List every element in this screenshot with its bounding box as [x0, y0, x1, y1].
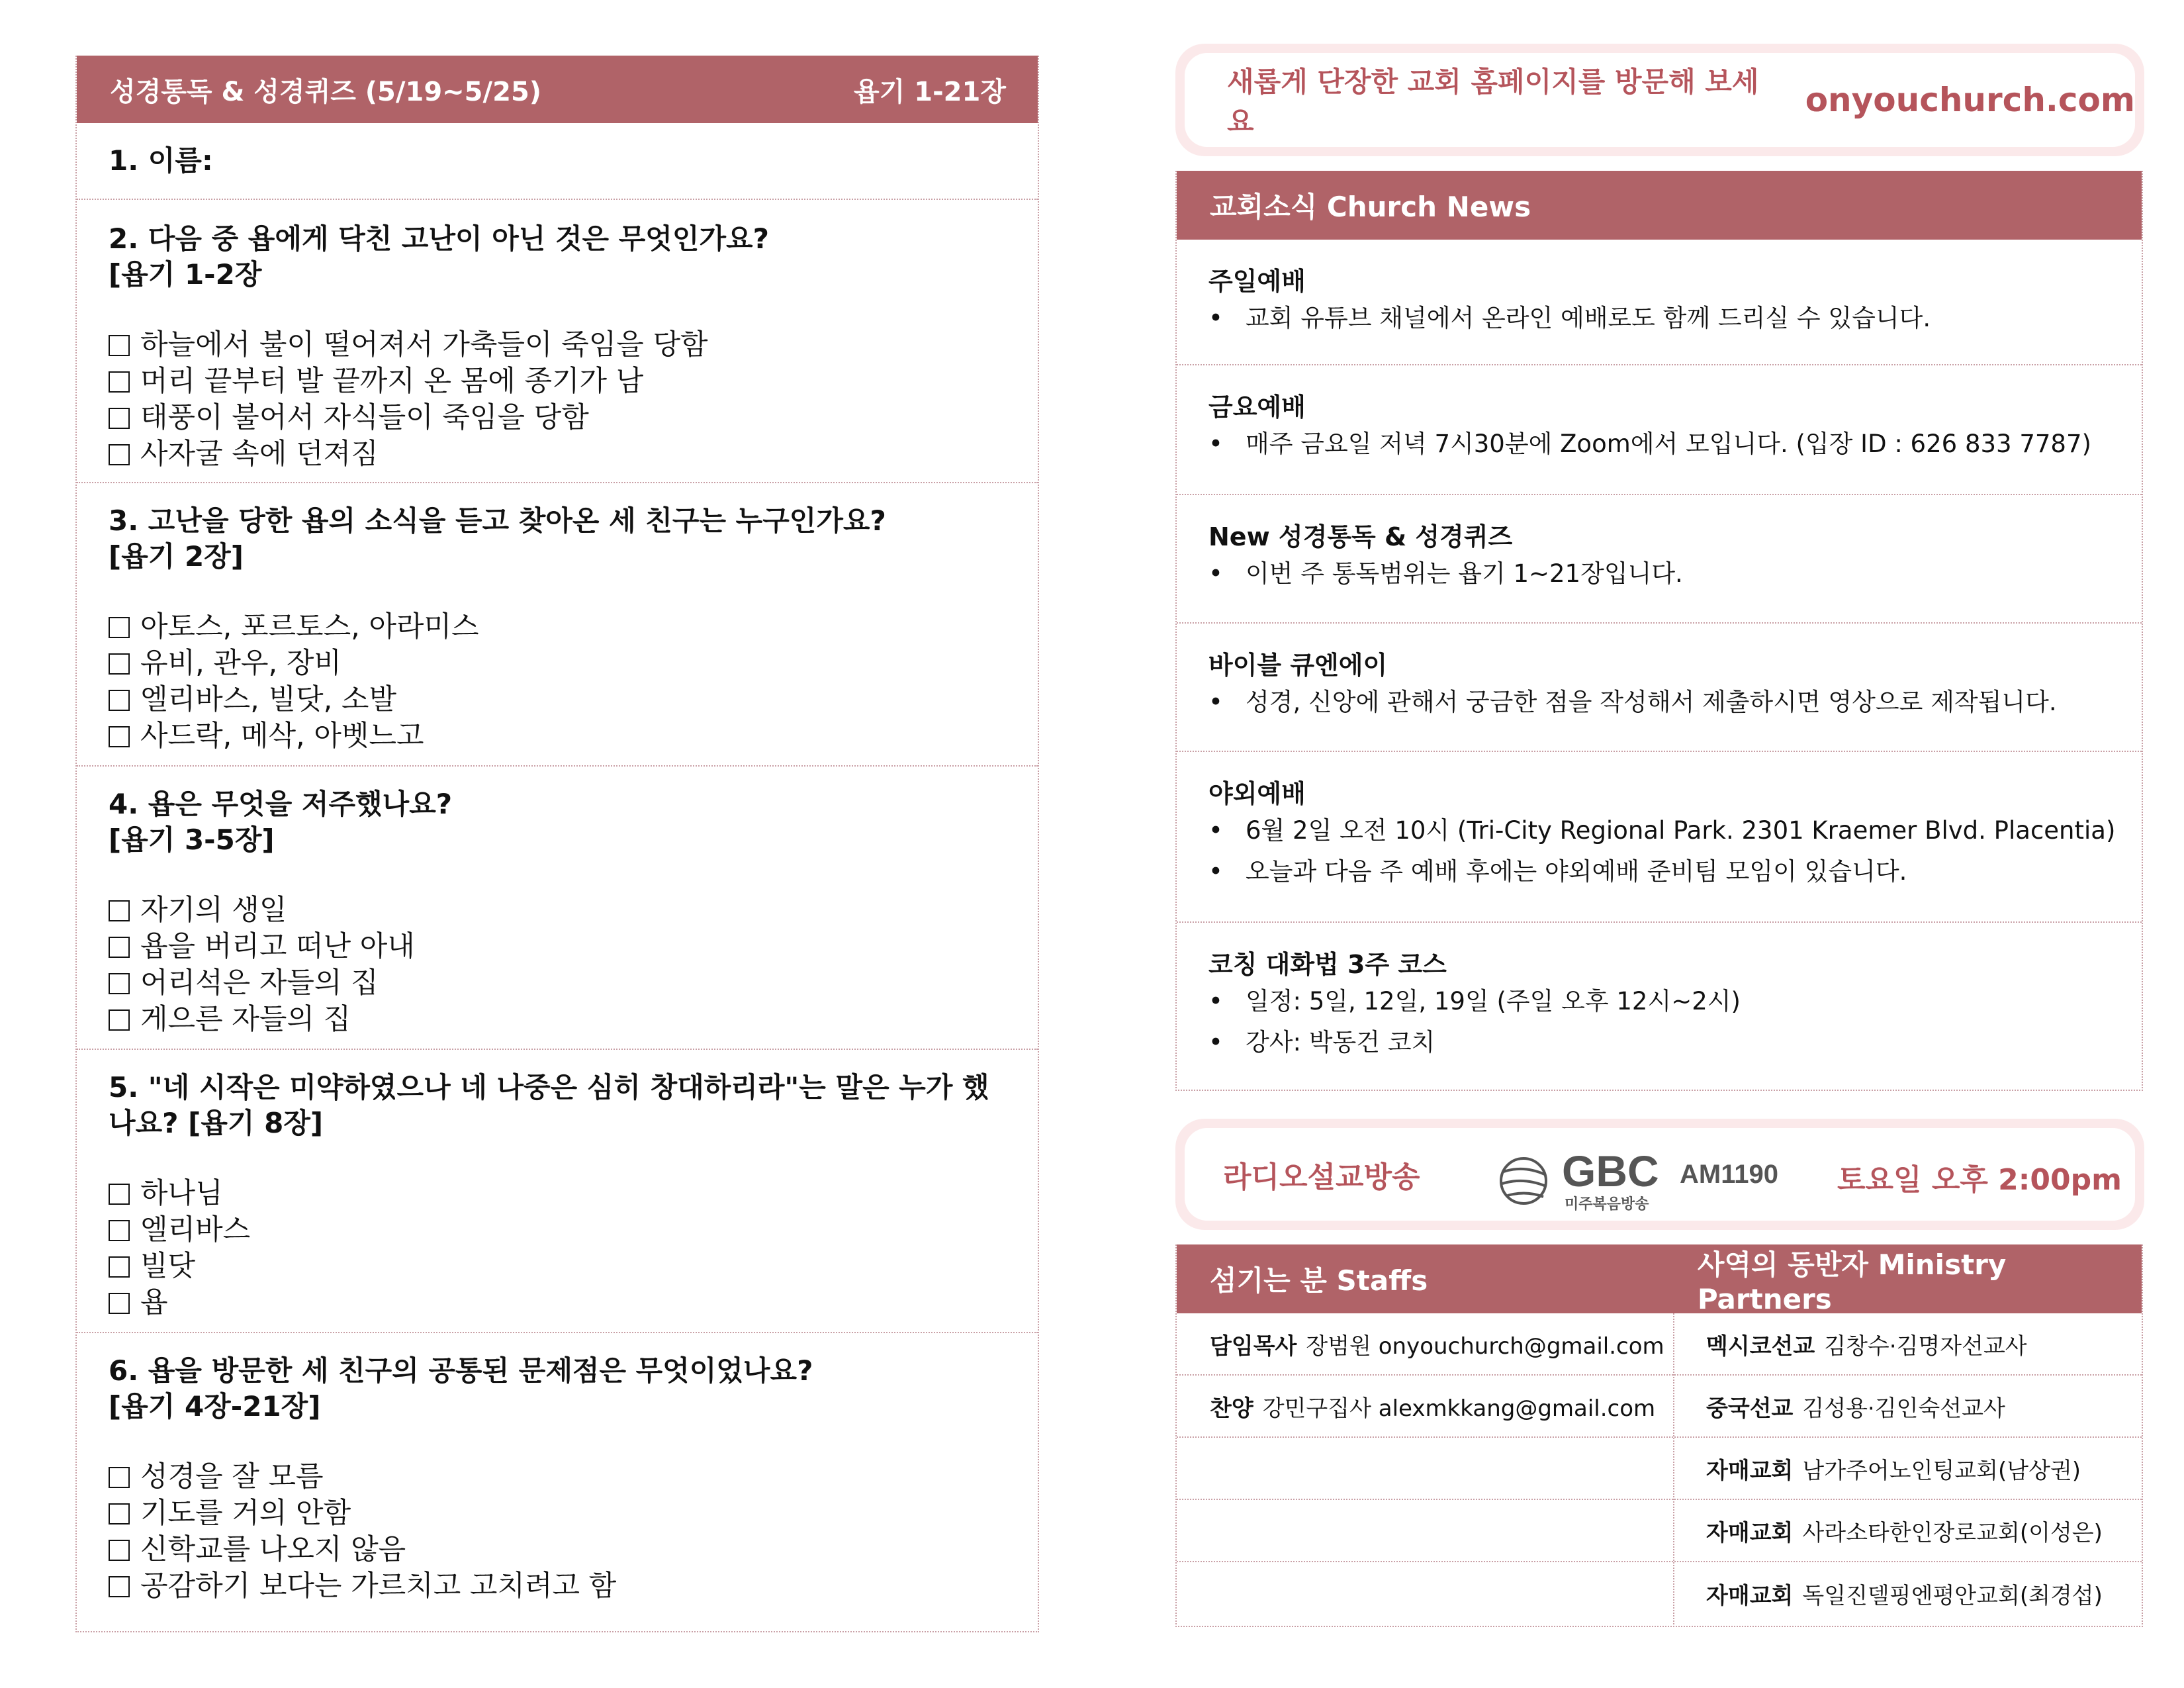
checkbox-icon [109, 1220, 130, 1241]
radio-label: 라디오설교방송 [1223, 1160, 1420, 1194]
option-checkbox[interactable] [109, 718, 1006, 755]
checkbox-icon [109, 900, 130, 921]
news-title: New 성경통독 & 성경퀴즈 [1208, 522, 1513, 551]
staff-row [1177, 1562, 1673, 1624]
option-checkbox[interactable] [109, 1248, 1006, 1285]
question-ref: 나요? [욥기 8장] [109, 1107, 324, 1139]
radio-banner [1175, 1119, 2144, 1230]
question-5 [77, 1050, 1038, 1333]
church-news-section [1175, 171, 2143, 1091]
option-label: 아토스, 포르토스, 아라미스 [140, 610, 479, 643]
option-checkbox[interactable] [109, 965, 1006, 1002]
news-item-friday [1177, 365, 2142, 495]
checkbox-icon [109, 973, 130, 994]
news-title: 금요예배 [1208, 393, 1306, 422]
staff-row: 찬양 강민구집사 alexmkkang@gmail.com [1177, 1376, 1673, 1438]
option-label: 엘리바스, 빌닷, 소발 [140, 683, 396, 716]
question-ref: [욥기 4장-21장] [109, 1390, 321, 1423]
option-checkbox[interactable] [109, 1532, 1006, 1568]
church-news-title: 교회소식 Church News [1210, 191, 1531, 223]
option-label: 신학교를 나오지 않음 [140, 1533, 406, 1566]
staff-row [1177, 1500, 1673, 1562]
news-item-outdoor-service [1177, 752, 2142, 923]
option-label: 욥 [140, 1286, 168, 1319]
news-bullet: • 성경, 신앙에 관해서 궁금한 점을 작성해서 제출하시면 영상으로 제작됩니다. [1208, 688, 2057, 716]
question-title: 3. 고난을 당한 욥의 소식을 듣고 찾아온 세 친구는 누구인가요? [109, 504, 886, 537]
question-3 [77, 483, 1038, 767]
news-title: 바이블 큐엔에이 [1208, 651, 1388, 680]
name-label: 1. 이름: [109, 144, 213, 177]
news-bullet: • 일정: 5일, 12일, 19일 (주일 오후 12시~2시) [1208, 987, 1741, 1015]
checkbox-icon [109, 335, 130, 356]
gbc-logo-subtext: 미주복음방송 [1565, 1196, 1649, 1213]
radio-time: 토요일 오후 2:00pm [1837, 1163, 2122, 1197]
website-link[interactable]: onyouchurch.com [1805, 81, 2135, 119]
staff-row: 담임목사 장범원 onyouchurch@gmail.com [1177, 1313, 1673, 1376]
option-checkbox[interactable] [109, 645, 1006, 682]
option-checkbox[interactable] [109, 1212, 1006, 1248]
option-label: 성경을 잘 모름 [140, 1460, 324, 1493]
news-bullet: • 강사: 박동건 코치 [1208, 1028, 1435, 1056]
option-label: 머리 끝부터 발 끝까지 온 몸에 종기가 남 [140, 365, 644, 398]
option-checkbox[interactable] [109, 1568, 1006, 1605]
checkbox-icon [109, 617, 130, 638]
question-ref: [욥기 1-2장 [109, 258, 262, 291]
question-title: 6. 욥을 방문한 세 친구의 공통된 문제점은 무엇이었나요? [109, 1354, 813, 1387]
checkbox-icon [109, 371, 130, 393]
quiz-header [77, 56, 1038, 123]
option-label: 사드락, 메삭, 아벳느고 [140, 720, 424, 753]
news-item-bible-qna [1177, 624, 2142, 752]
checkbox-icon [109, 690, 130, 711]
quiz-header-title: 성경통독 & 성경퀴즈 (5/19~5/25) [110, 76, 542, 107]
option-checkbox[interactable] [109, 609, 1006, 645]
staff-row [1177, 1438, 1673, 1500]
gbc-logo-text: GBC [1562, 1147, 1659, 1196]
quiz-section [75, 56, 1039, 1632]
staff-column [1177, 1313, 1674, 1624]
radio-frequency: AM1190 [1680, 1160, 1778, 1189]
checkbox-icon [109, 937, 130, 958]
checkbox-icon [109, 1009, 130, 1031]
option-checkbox[interactable] [109, 682, 1006, 718]
option-label: 하늘에서 불이 떨어져서 가축들이 죽임을 당함 [140, 328, 708, 361]
option-checkbox[interactable] [109, 1285, 1006, 1321]
gbc-logo-icon [1496, 1145, 1674, 1214]
partners-header-title: 사역의 동반자 Ministry Partners [1697, 1248, 2007, 1315]
option-checkbox[interactable] [109, 892, 1006, 929]
checkbox-icon [109, 1184, 130, 1205]
staff-header [1177, 1244, 2142, 1313]
option-checkbox[interactable] [109, 363, 1006, 400]
option-label: 하나님 [140, 1177, 223, 1210]
staff-header-title: 섬기는 분 Staffs [1210, 1264, 1428, 1297]
question-4 [77, 767, 1038, 1050]
option-label: 태풍이 불어서 자식들이 죽임을 당함 [140, 401, 589, 434]
news-bullet: • 이번 주 통독범위는 욥기 1~21장입니다. [1208, 559, 1683, 588]
partner-row: 자매교회 사라소타한인장로교회(이성은) [1674, 1500, 2142, 1562]
checkbox-icon [109, 444, 130, 465]
partners-column [1674, 1313, 2142, 1624]
news-item-bible-reading [1177, 495, 2142, 624]
checkbox-icon [109, 1256, 130, 1278]
checkbox-icon [109, 1293, 130, 1314]
question-6 [77, 1333, 1038, 1617]
news-bullet: • 오늘과 다음 주 예배 후에는 야외예배 준비팀 모임이 있습니다. [1208, 857, 1907, 886]
option-label: 빌닷 [140, 1250, 196, 1283]
checkbox-icon [109, 1503, 130, 1524]
checkbox-icon [109, 1540, 130, 1561]
church-news-header [1177, 171, 2142, 240]
partner-row: 중국선교 김성용·김인숙선교사 [1674, 1376, 2142, 1438]
partner-row: 자매교회 남가주어노인팅교회(남상권) [1674, 1438, 2142, 1500]
question-2 [77, 200, 1038, 483]
option-checkbox[interactable] [109, 1459, 1006, 1495]
option-label: 욥을 버리고 떠난 아내 [140, 930, 415, 963]
checkbox-icon [109, 726, 130, 747]
question-title: 2. 다음 중 욥에게 닥친 고난이 아닌 것은 무엇인가요? [109, 222, 769, 255]
option-checkbox[interactable] [109, 1176, 1006, 1212]
option-label: 어리석은 자들의 집 [140, 966, 379, 1000]
question-ref: [욥기 3-5장] [109, 823, 275, 856]
question-ref: [욥기 2장] [109, 540, 244, 573]
question-title: 5. "네 시작은 미약하였으나 네 나중은 심히 창대하리라"는 말은 누가 했 [109, 1071, 989, 1103]
news-item-sunday [1177, 240, 2142, 365]
option-label: 엘리바스 [140, 1213, 251, 1246]
news-bullet: • 교회 유튜브 채널에서 온라인 예배로도 함께 드리실 수 있습니다. [1208, 304, 1931, 332]
option-checkbox[interactable] [109, 327, 1006, 363]
partner-row: 자매교회 독일진델핑엔평안교회(최경섭) [1706, 1582, 2103, 1609]
news-item-coaching [1177, 923, 2142, 1090]
website-text: 새롭게 단장한 교회 홈페이지를 방문해 보세요 [1227, 66, 1759, 138]
option-checkbox[interactable] [109, 1002, 1006, 1038]
checkbox-icon [109, 1576, 130, 1597]
news-bullet: • 6월 2일 오전 10시 (Tri-City Regional Park. 2301 Kraemer Blvd. Placentia) [1208, 816, 2116, 845]
news-title: 주일예배 [1208, 267, 1306, 296]
news-title: 야외예배 [1208, 779, 1306, 808]
news-bullet: • 매주 금요일 저녁 7시30분에 Zoom에서 모입니다. (입장 ID : 626 833 7787) [1208, 430, 2091, 458]
checkbox-icon [109, 1467, 130, 1488]
option-label: 자기의 생일 [140, 894, 287, 927]
staff-section [1175, 1244, 2143, 1627]
option-label: 기도를 거의 안함 [140, 1497, 351, 1530]
checkbox-icon [109, 653, 130, 675]
option-label: 사자굴 속에 던져짐 [140, 438, 379, 471]
option-label: 공감하기 보다는 가르치고 고치려고 함 [140, 1570, 617, 1603]
option-label: 게으른 자들의 집 [140, 1003, 351, 1036]
question-title: 4. 욥은 무엇을 저주했나요? [109, 788, 453, 820]
option-checkbox[interactable] [109, 400, 1006, 436]
option-checkbox[interactable] [109, 929, 1006, 965]
option-checkbox[interactable] [109, 1495, 1006, 1532]
option-label: 유비, 관우, 장비 [140, 647, 341, 680]
checkbox-icon [109, 408, 130, 429]
website-banner [1175, 44, 2144, 156]
news-title: 코칭 대화법 3주 코스 [1208, 950, 1447, 979]
partner-row: 멕시코선교 김창수·김명자선교사 [1674, 1313, 2142, 1376]
option-checkbox[interactable] [109, 436, 1006, 473]
quiz-header-range: 욥기 1-21장 [854, 76, 1006, 107]
question-name [77, 123, 1038, 200]
